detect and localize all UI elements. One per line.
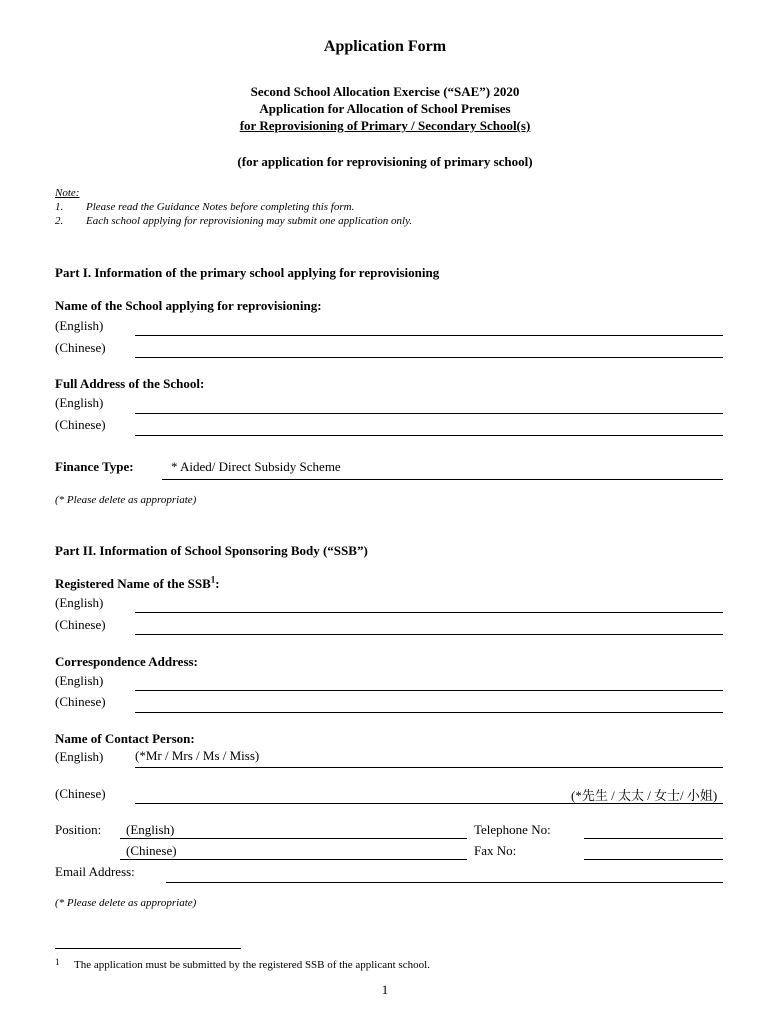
email-field[interactable] bbox=[166, 882, 723, 883]
fax-label: Fax No: bbox=[474, 843, 517, 858]
school-name-english-label: (English) bbox=[55, 318, 104, 333]
part2-heading: Part II. Information of School Sponsoring Body (“SSB”) bbox=[55, 543, 368, 558]
school-address-english-label: (English) bbox=[55, 395, 104, 410]
note-item-1-text: Please read the Guidance Notes before completing this form. bbox=[86, 201, 355, 213]
finance-type-field[interactable] bbox=[162, 479, 723, 480]
correspondence-english-field[interactable] bbox=[135, 690, 723, 691]
contact-title-options-chinese: (*先生 / 太太 / 女士/ 小姐) bbox=[571, 788, 718, 803]
ssb-name-english-label: (English) bbox=[55, 595, 104, 610]
note-item-2-text: Each school applying for reprovisioning may submit one application only. bbox=[86, 215, 413, 227]
contact-english-field[interactable] bbox=[135, 767, 723, 768]
footnote-marker: 1 bbox=[210, 574, 216, 585]
email-label: Email Address: bbox=[55, 864, 135, 879]
correspondence-chinese-field[interactable] bbox=[135, 712, 723, 713]
telephone-field[interactable] bbox=[584, 838, 723, 839]
position-chinese-label: (Chinese) bbox=[126, 843, 177, 858]
school-address-chinese-label: (Chinese) bbox=[55, 417, 106, 432]
school-name-chinese-label: (Chinese) bbox=[55, 340, 106, 355]
school-name-chinese-field[interactable] bbox=[135, 357, 723, 358]
school-name-label: Name of the School applying for reprovisioning: bbox=[55, 298, 322, 313]
school-address-english-field[interactable] bbox=[135, 413, 723, 414]
position-chinese-field[interactable] bbox=[120, 859, 467, 860]
note-item-1-num: 1. bbox=[55, 201, 64, 213]
subtitle-line-2: Application for Allocation of School Premises bbox=[259, 101, 511, 116]
correspondence-chinese-label: (Chinese) bbox=[55, 694, 106, 709]
part2-delete-note: (* Please delete as appropriate) bbox=[55, 897, 197, 909]
note-label: Note: bbox=[55, 187, 80, 199]
ssb-name-label: Registered Name of the SSB$^1$: bbox=[55, 574, 220, 591]
subtitle-line-3: for Reprovisioning of Primary / Secondary School(s) bbox=[239, 118, 531, 133]
finance-type-value[interactable]: * Aided/ Direct Subsidy Scheme bbox=[171, 459, 341, 474]
contact-title-options-english: (*Mr / Mrs / Ms / Miss) bbox=[135, 748, 260, 763]
form-title: Application Form bbox=[323, 38, 447, 55]
page-number: 1 bbox=[381, 982, 389, 997]
subtitle-line-1: Second School Allocation Exercise (“SAE”) 2020 bbox=[250, 84, 520, 99]
footnote-separator bbox=[55, 948, 241, 949]
finance-type-label: Finance Type: bbox=[55, 459, 134, 474]
position-english-field[interactable] bbox=[120, 838, 467, 839]
position-label: Position: bbox=[55, 822, 102, 837]
contact-english-label: (English) bbox=[55, 749, 104, 764]
footnote-text: The application must be submitted by the registered SSB of the applicant school. bbox=[74, 959, 430, 971]
fax-field[interactable] bbox=[584, 859, 723, 860]
school-address-label: Full Address of the School: bbox=[55, 376, 205, 391]
part1-delete-note: (* Please delete as appropriate) bbox=[55, 494, 197, 506]
contact-person-label: Name of Contact Person: bbox=[55, 731, 195, 746]
correspondence-english-label: (English) bbox=[55, 673, 104, 688]
ssb-name-english-field[interactable] bbox=[135, 612, 723, 613]
footnote-number: 1 bbox=[55, 957, 60, 967]
contact-chinese-label: (Chinese) bbox=[55, 786, 106, 801]
correspondence-address-label: Correspondence Address: bbox=[55, 654, 198, 669]
position-english-label: (English) bbox=[126, 822, 175, 837]
school-address-chinese-field[interactable] bbox=[135, 435, 723, 436]
school-name-english-field[interactable] bbox=[135, 335, 723, 336]
ssb-name-chinese-field[interactable] bbox=[135, 634, 723, 635]
ssb-name-chinese-label: (Chinese) bbox=[55, 617, 106, 632]
contact-chinese-field[interactable] bbox=[135, 803, 723, 804]
part1-heading: Part I. Information of the primary school applying for reprovisioning bbox=[55, 265, 440, 280]
note-item-2-num: 2. bbox=[55, 215, 64, 227]
application-type: (for application for reprovisioning of primary school) bbox=[237, 154, 533, 169]
telephone-label: Telephone No: bbox=[474, 822, 551, 837]
